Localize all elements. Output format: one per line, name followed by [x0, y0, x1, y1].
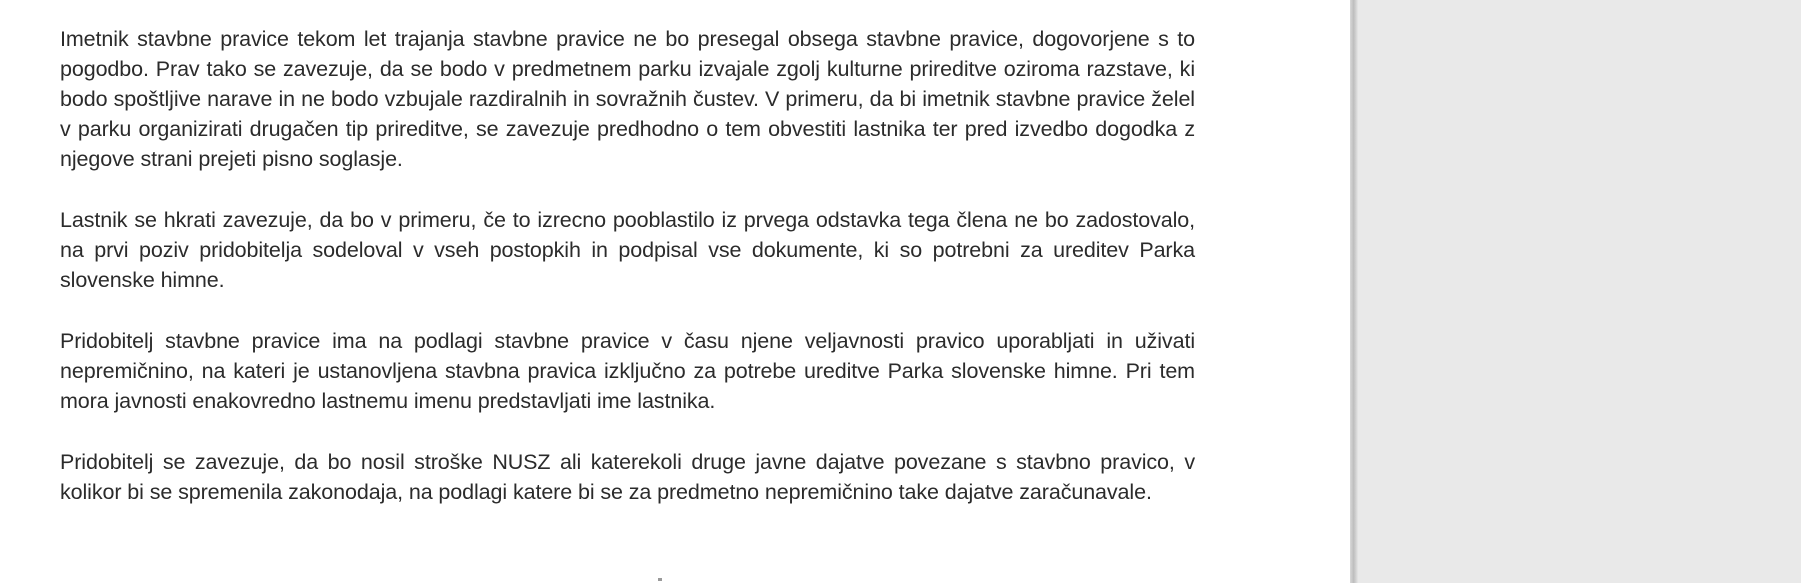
scan-artifact — [658, 578, 662, 581]
paragraph-acquirer-usage-rights: Pridobitelj stavbne pravice ima na podlagi stavbne pravice v času njene veljavnosti pravico uporabljati in uživati nepremičnino, na kateri je ustanovljena stavbna pravica izključno za potrebe ureditve Parka slovenske himne. Pri tem mora javnosti enakovredno lastnemu imenu predstavljati ime lastnika. — [60, 329, 1195, 413]
paragraph-building-right-scope: Imetnik stavbne pravice tekom let trajanja stavbne pravice ne bo presegal obsega stavbne pravice, dogovorjene s to pogodbo. Prav tako se zavezuje, da se bodo v predmetnem parku izvajale zgolj kulturne prireditve oziroma razstave, ki bodo spoštljive narave in ne bodo vzbujale razdiralnih in sovražnih čustev. V primeru, da bi imetnik stavbne pravice želel v parku organizirati drugačen tip prireditve, se zavezuje predhodno o tem obvestiti lastnika ter pred izvedbo dogodka z njegove strani prejeti pisno soglasje. — [60, 27, 1195, 171]
viewer-background — [1358, 0, 1801, 583]
page-shadow-edge — [1350, 0, 1358, 583]
paragraph-acquirer-costs: Pridobitelj se zavezuje, da bo nosil stroške NUSZ ali katerekoli druge javne dajatve povezane s stavbno pravico, v kolikor bi se spremenila zakonodaja, na podlagi katere bi se za predmetno nepremičnino take dajatve zaračunavale. — [60, 450, 1195, 504]
document-body — [60, 24, 1195, 538]
paragraph-owner-cooperation: Lastnik se hkrati zavezuje, da bo v primeru, če to izrecno pooblastilo iz prvega odstavka tega člena ne bo zadostovalo, na prvi poziv pridobitelja sodeloval v vseh postopkih in podpisal vse dokumente, ki so potrebni za ureditev Parka slovenske himne. — [60, 208, 1195, 292]
